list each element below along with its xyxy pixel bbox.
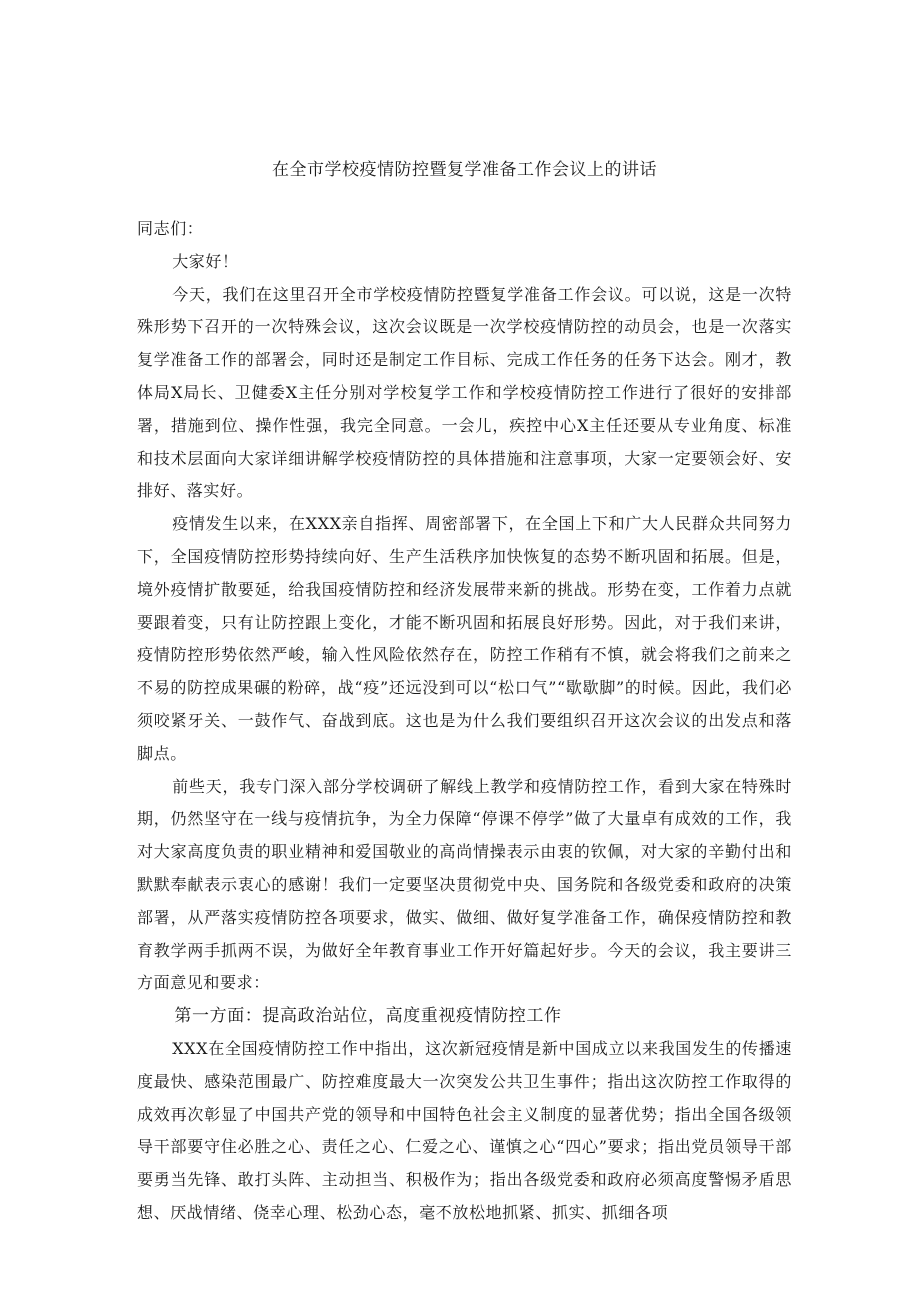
section-paragraph: XXX在全国疫情防控工作中指出，这次新冠疫情是新中国成立以来我国发生的传播速度最快、感染范围最广、防控难度最大一次突发公共卫生事件；指出这次防控工作取得的成效再次彰显了中国共产党的领导和中国特色社会主义制度的显著优势；指出全国各级领导干部要守住必胜之心、责任之心、仁爱之心、谨慎之心“四心”要求；指出党员领导干部要勇当先锋、敢打头阵、主动担当、积极作为；指出各级党委和政府必须高度警惕矛盾思想、厌战情绪、侥幸心理、松劲心态，毫不放松地抓紧、抓实、抓细各项 [137, 1038, 792, 1222]
document-body [137, 213, 792, 1230]
section-heading: 第一方面：提高政治站位，高度重视疫情防控工作 [174, 1006, 562, 1027]
paragraph-situation: 疫情发生以来，在XXX亲自指挥、周密部署下，在全国上下和广大人民群众共同努力下，全国疫情防控形势持续向好、生产生活秩序加快恢复的态势不断巩固和拓展。但是，境外疫情扩散要延，给我国疫情防控和经济发展带来新的挑战。形势在变，工作着力点就要跟着变，只有让防控跟上变化，才能不断巩固和拓展良好形势。因此，对于我们来讲，疫情防控形势依然严峻，输入性风险依然存在，防控工作稍有不慎，就会将我们之前来之不易的防控成果碾的粉碎，战“疫”还远没到可以“松口气”“歇歇脚”的时候。因此，我们必须咬紧牙关、一鼓作气、奋战到底。这也是为什么我们要组织召开这次会议的出发点和落脚点。 [137, 514, 792, 763]
salutation: 同志们： [137, 219, 204, 238]
greeting: 大家好！ [172, 251, 239, 271]
document-title: 在全市学校疫情防控暨复学准备工作会议上的讲话 [272, 160, 657, 180]
paragraph-opening: 今天，我们在这里召开全市学校疫情防控暨复学准备工作会议。可以说，这是一次特殊形势下召开的一次特殊会议，这次会议既是一次学校疫情防控的动员会，也是一次落实复学准备工作的部署会，同时还是制定工作目标、完成工作任务的任务下达会。刚才，教体局X局长、卫健委X主任分别对学校复学工作和学校疫情防控工作进行了很好的安排部署，措施到位、操作性强，我完全同意。一会儿，疾控中心X主任还要从专业角度、标准和技术层面向大家详细讲解学校疫情防控的具体措施和注意事项，大家一定要领会好、安排好、落实好。 [137, 284, 792, 501]
paragraph-appreciation: 前些天，我专门深入部分学校调研了解线上教学和疫情防控工作，看到大家在特殊时期，仍然坚守在一线与疫情抗争，为全力保障“停课不停学”做了大量卓有成效的工作，我对大家高度负责的职业精神和爱国敬业的高尚情操表示由衷的钦佩，对大家的辛勤付出和默默奉献表示衷心的感谢！我们一定要坚决贯彻党中央、国务院和各级党委和政府的决策部署，从严落实疫情防控各项要求，做实、做细、做好复学准备工作，确保疫情防控和教育教学两手抓两不误，为做好全年教育事业工作开好篇起好步。今天的会议，我主要讲三方面意见和要求： [137, 776, 792, 993]
